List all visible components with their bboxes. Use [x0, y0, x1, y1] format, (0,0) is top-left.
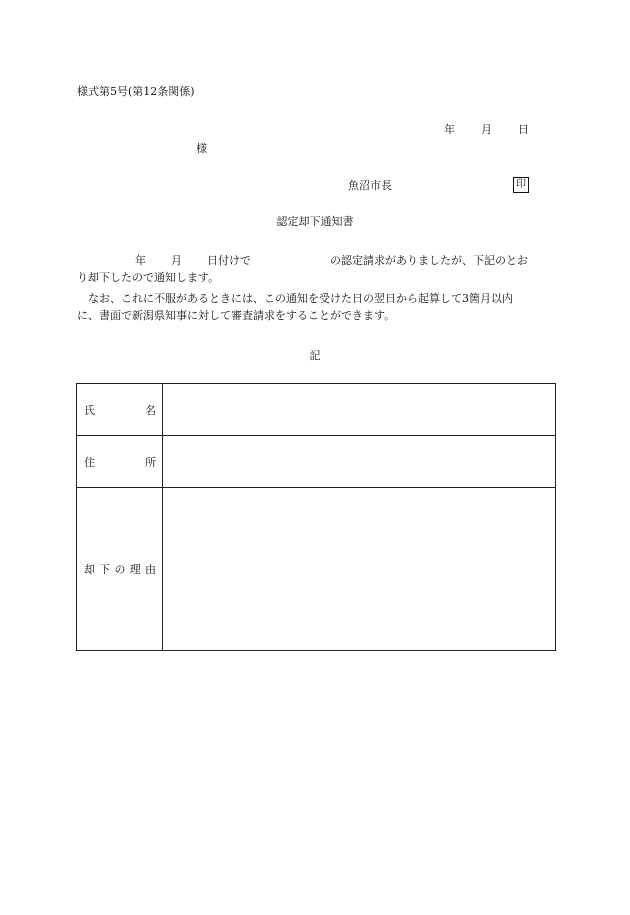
para1-month: 月 [171, 254, 182, 267]
paragraph1-line1 [77, 252, 555, 269]
name-value-cell[interactable] [163, 384, 556, 436]
para1-year: 年 [135, 254, 146, 267]
para2-line1-text: なお、これに不服があるときには、この通知を受けた日の翌日から起算して3箇月以内 [88, 292, 513, 305]
reason-label-char: 却 [84, 563, 95, 576]
paragraph2-line2: に、書面で新潟県知事に対して審査請求をすることができます。 [77, 309, 396, 322]
reason-value-cell[interactable] [163, 488, 556, 651]
ki-label: 記 [309, 349, 321, 362]
seal-mark: 印 [513, 177, 529, 193]
address-value-cell[interactable] [163, 436, 556, 488]
paragraph1-line2: り却下したので通知します。 [77, 271, 220, 284]
name-label-char: 名 [145, 403, 156, 417]
reason-label-char: 下 [99, 563, 111, 576]
details-table [76, 383, 556, 651]
date-day: 日 [518, 123, 529, 136]
name-label-char: 氏 [84, 403, 95, 417]
para1-date: 日付けで [207, 254, 251, 267]
table-row-name [77, 384, 556, 436]
reason-label [77, 488, 163, 651]
paragraph2-line1 [77, 290, 555, 307]
reason-label-char: 由 [145, 563, 156, 576]
reason-label-char: の [114, 563, 126, 576]
address-label-char: 所 [145, 455, 156, 469]
reason-label-char: 理 [129, 563, 141, 576]
para1-rest: の認定請求がありましたが、下記のとお [330, 254, 528, 267]
date-year: 年 [444, 123, 455, 136]
date-month: 月 [481, 123, 492, 136]
date-line [444, 123, 529, 137]
document-title: 認定却下通知書 [276, 215, 354, 228]
form-number: 様式第5号(第12条関係) [77, 85, 195, 98]
address-label [77, 436, 163, 488]
issuer-name: 魚沼市長 [348, 179, 392, 192]
name-label [77, 384, 163, 436]
table-row-address [77, 436, 556, 488]
addressee-suffix: 様 [196, 142, 207, 155]
table-row-reason [77, 488, 556, 651]
address-label-char: 住 [84, 455, 95, 469]
